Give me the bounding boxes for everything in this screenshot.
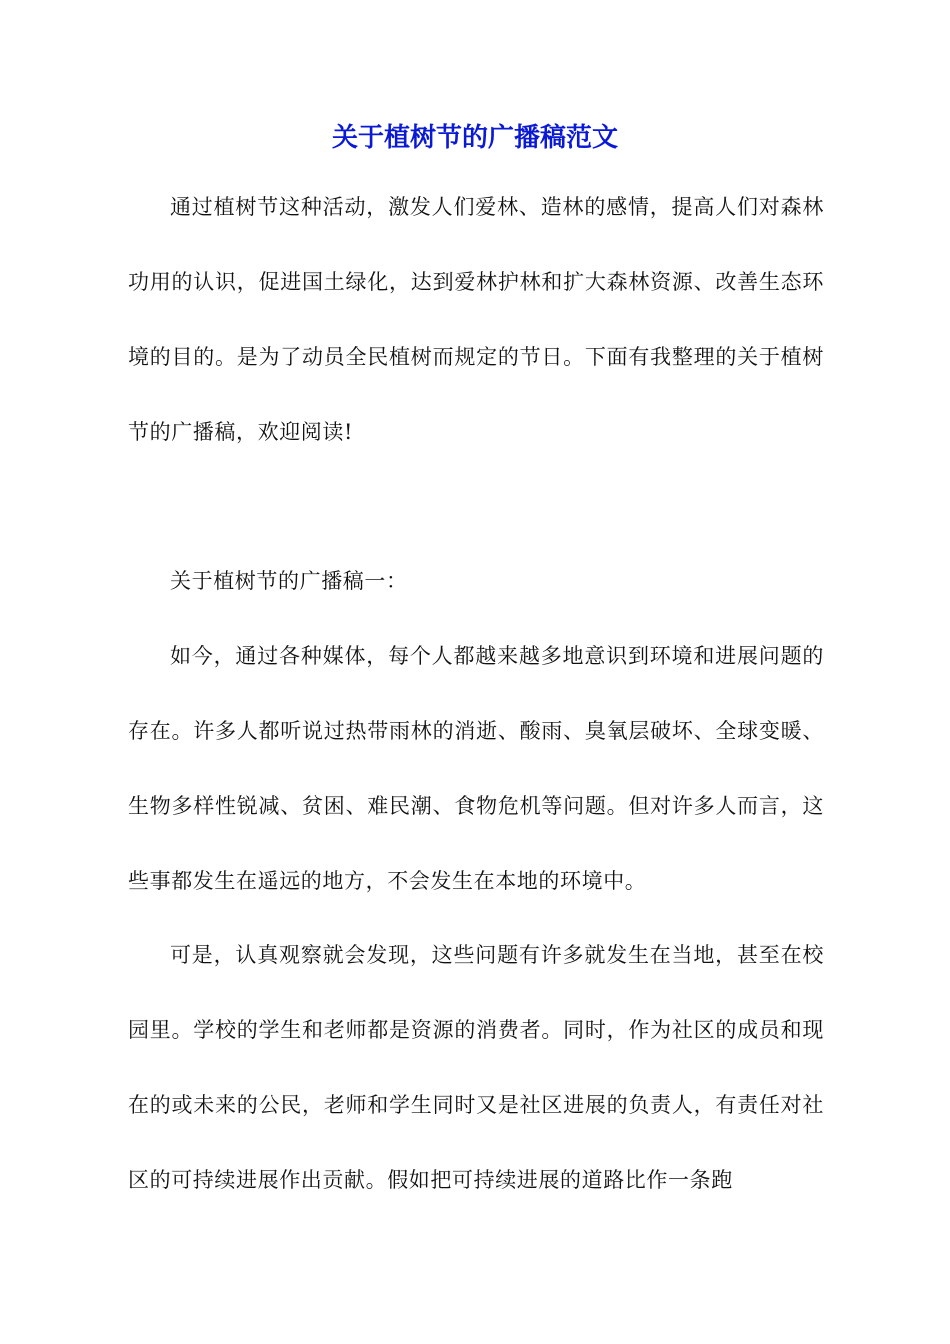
body-paragraph: 如今，通过各种媒体，每个人都越来越多地意识到环境和进展问题的存在。许多人都听说过热带雨林的消逝、酸雨、臭氧层破坏、全球变暖、生物多样性锐减、贫困、难民潮、食物危机等问题。但对许多人而言，这些事都发生在遥远的地方，不会发生在本地的环境中。 (128, 644, 824, 893)
document-title: 关于植树节的广播稿范文 (331, 123, 618, 153)
intro-paragraph: 通过植树节这种活动，激发人们爱林、造林的感情，提高人们对森林功用的认识，促进国土绿化，达到爱林护林和扩大森林资源、改善生态环境的目的。是为了动员全民植树而规定的节日。下面有我整理的关于植树节的广播稿，欢迎阅读! (128, 195, 824, 444)
section-heading: 关于植树节的广播稿一： (170, 569, 408, 593)
body-paragraph: 可是，认真观察就会发现，这些问题有许多就发生在当地，甚至在校园里。学校的学生和老师都是资源的消费者。同时，作为社区的成员和现在的或未来的公民，老师和学生同时又是社区进展的负责人，有责任对社区的可持续进展作出贡献。假如把可持续进展的道路比作一条跑 (128, 943, 824, 1192)
